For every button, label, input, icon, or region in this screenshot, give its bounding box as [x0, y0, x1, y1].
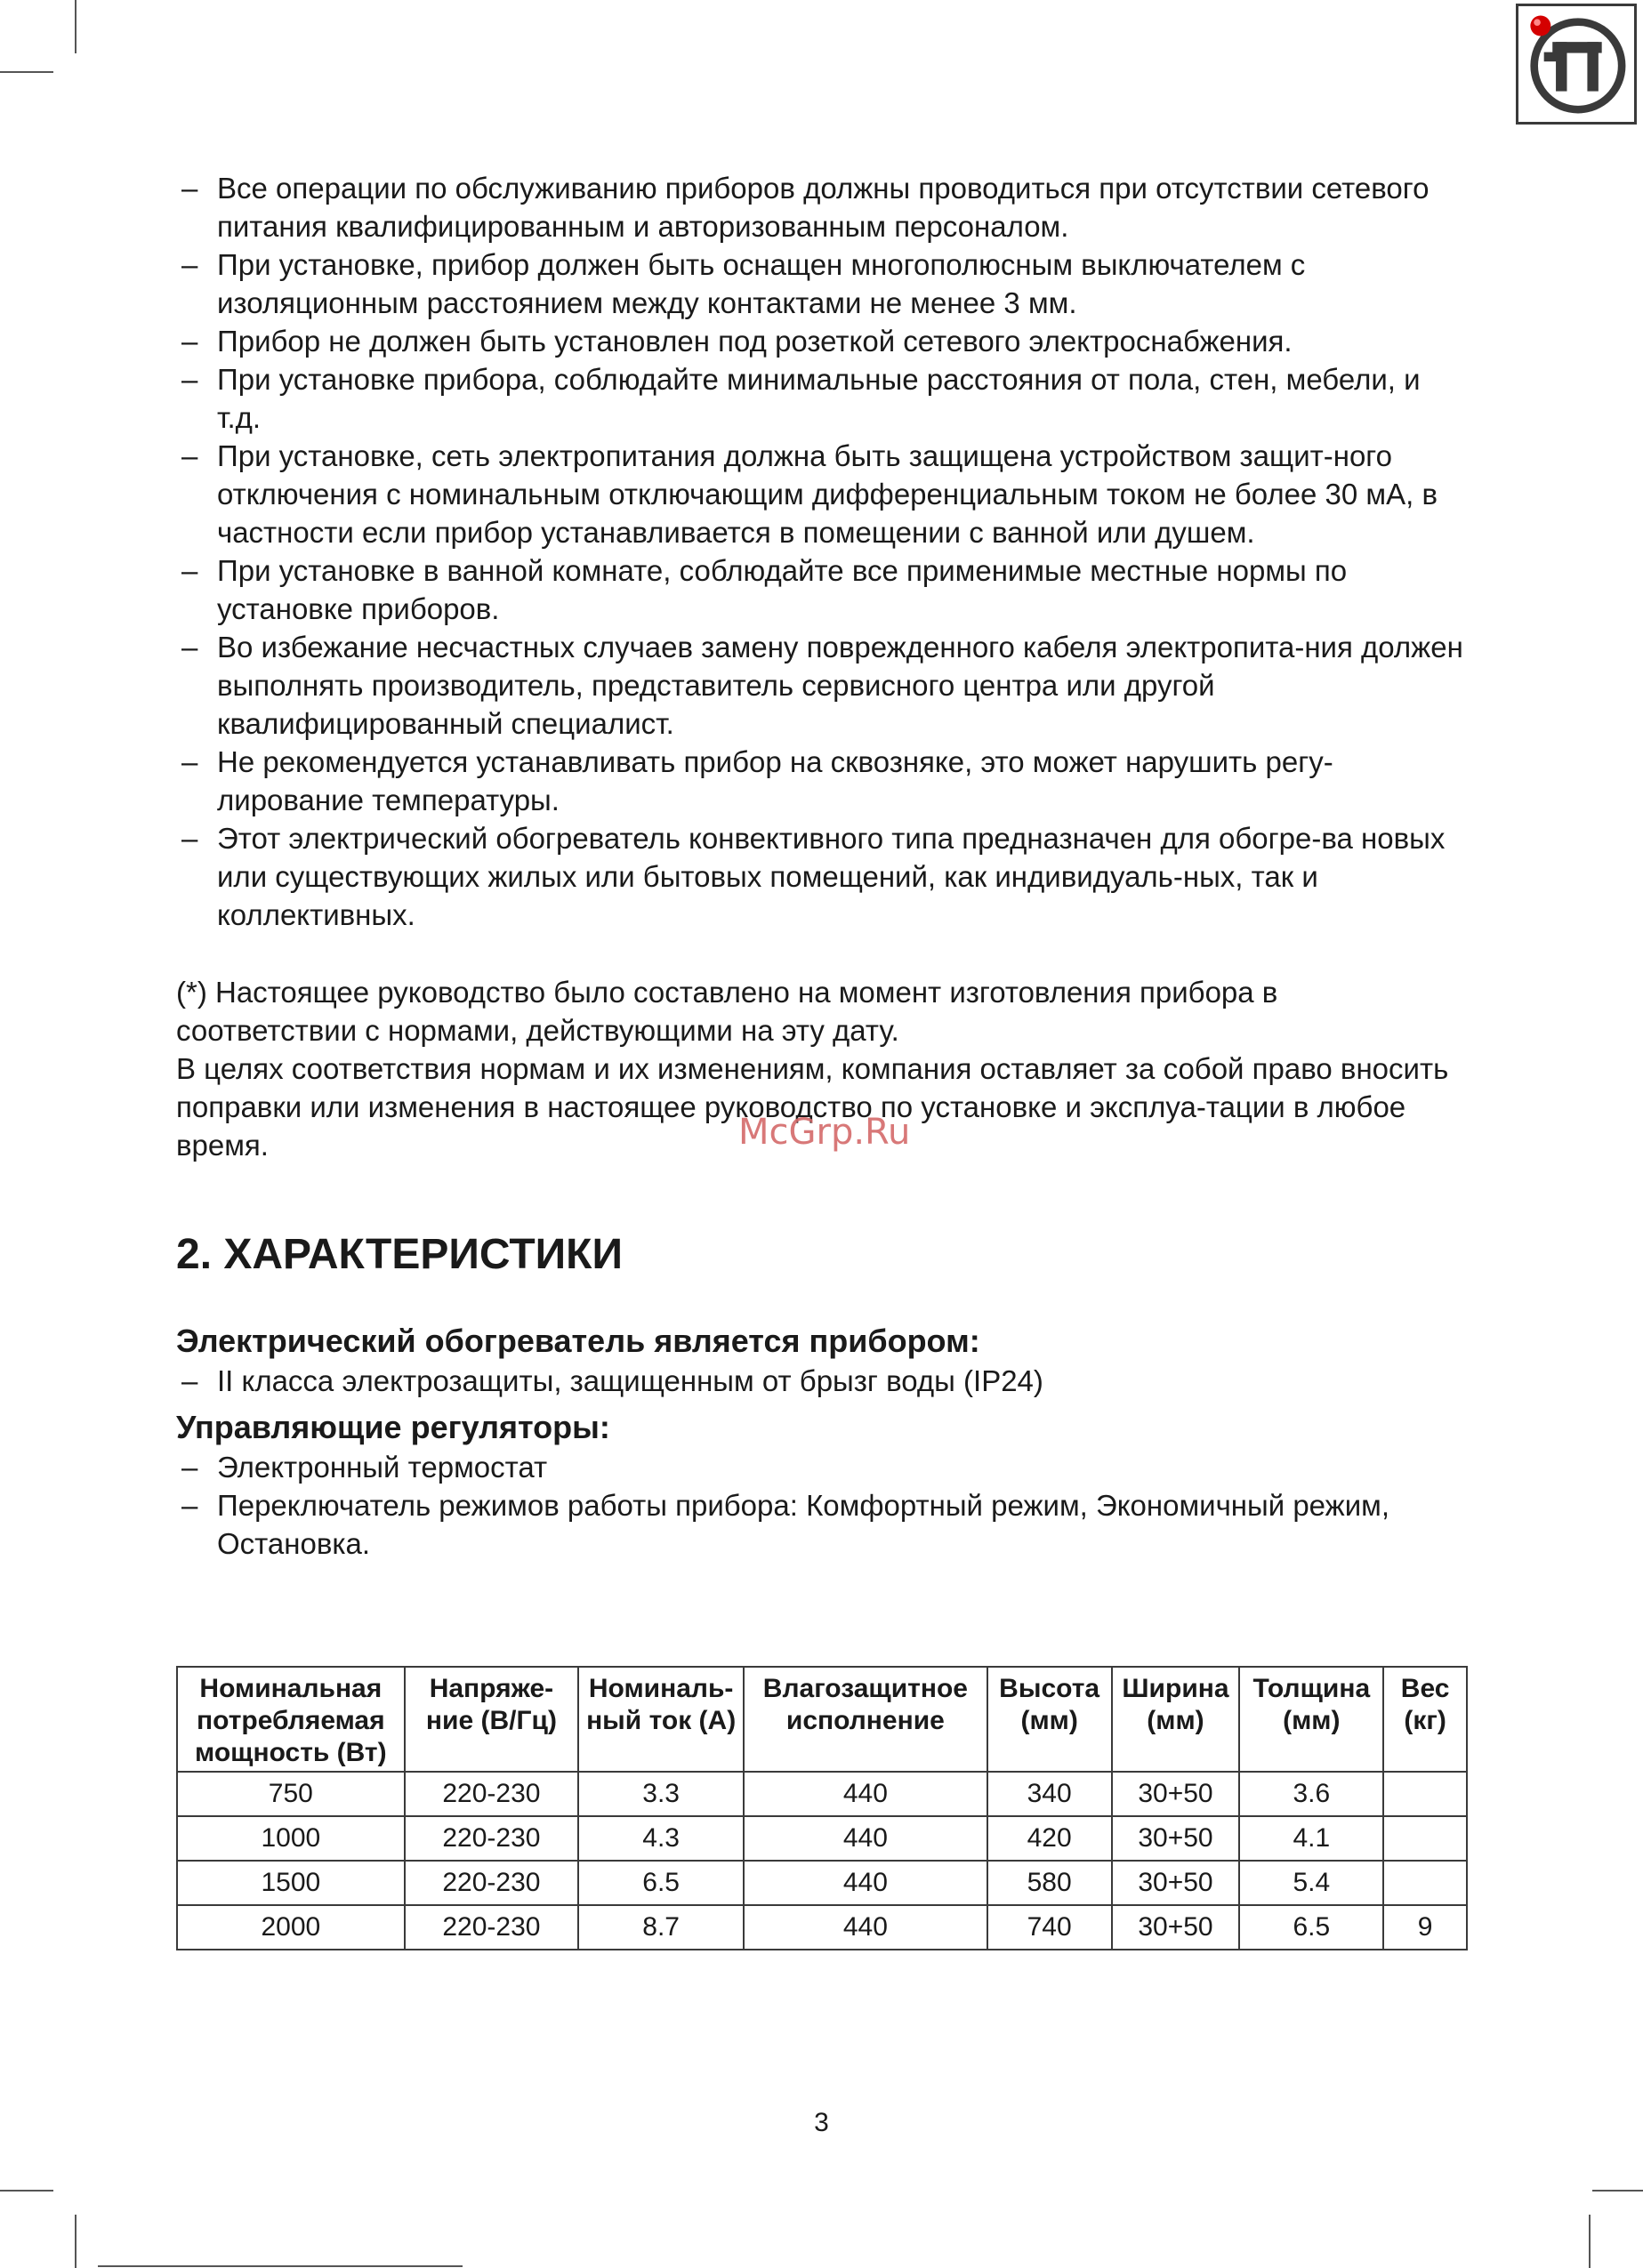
- table-cell: 30+50: [1112, 1905, 1240, 1950]
- table-cell: 1000: [177, 1816, 405, 1861]
- table-cell: 740: [987, 1905, 1112, 1950]
- table-cell: 220-230: [405, 1861, 579, 1905]
- table-cell: 340: [987, 1772, 1112, 1816]
- list-item: – II класса электрозащиты, защищенным от брызг воды (IP24): [176, 1362, 1466, 1400]
- table-cell: 220-230: [405, 1772, 579, 1816]
- table-cell: 30+50: [1112, 1861, 1240, 1905]
- table-cell: 220-230: [405, 1816, 579, 1861]
- table-cell: 580: [987, 1861, 1112, 1905]
- table-cell: 440: [744, 1861, 987, 1905]
- list-item: – Все операции по обслуживанию приборов должны проводиться при отсутствии сетевого питания квалифицированным и авторизованным персоналом.: [176, 169, 1466, 245]
- crop-mark: [75, 2215, 77, 2268]
- list-item: – Электронный термостат: [176, 1448, 1466, 1486]
- footnote-paragraph: (*) Настоящее руководство было составлено на момент изготовления прибора в соответствии с нормами, действующими на эту дату.: [176, 976, 1278, 1047]
- table-cell: 1500: [177, 1861, 405, 1905]
- table-cell: 420: [987, 1816, 1112, 1861]
- list-item: – При установке прибора, соблюдайте минимальные расстояния от пола, стен, мебели, и т.д.: [176, 360, 1466, 437]
- table-cell: 30+50: [1112, 1816, 1240, 1861]
- column-header: Влагозащитное исполнение: [744, 1667, 987, 1772]
- list-item: – При установке, прибор должен быть оснащен многополюсным выключателем с изоляционным расстоянием между контактами не менее 3 мм.: [176, 245, 1466, 322]
- list-item: – Этот электрический обогреватель конвективного типа предназначен для обогре-ва новых или существующих жилых или бытовых помещений, как индивидуаль-ных, так и коллективных.: [176, 819, 1466, 934]
- list-item: – Прибор не должен быть установлен под розеткой сетевого электроснабжения.: [176, 322, 1466, 360]
- list-item: – Переключатель режимов работы прибора: Комфортный режим, Экономичный режим, Остановка.: [176, 1486, 1466, 1563]
- table-cell: 6.5: [578, 1861, 744, 1905]
- table-cell: 440: [744, 1905, 987, 1950]
- table-cell: [1383, 1772, 1467, 1816]
- table-cell: 5.4: [1239, 1861, 1383, 1905]
- page-content: [176, 169, 1466, 1563]
- column-header: Высота (мм): [987, 1667, 1112, 1772]
- list-item: – При установке, сеть электропитания должна быть защищена устройством защит-ного отключения с номинальным отключающим дифференциальным током не более 30 мА, в частности если прибор устанавливается в помещении с ванной или душем.: [176, 437, 1466, 551]
- column-header: Номинальная потребляемая мощность (Вт): [177, 1667, 405, 1772]
- controls-list: [176, 1448, 1466, 1563]
- column-header: Напряже-ние (В/Гц): [405, 1667, 579, 1772]
- crop-mark: [98, 2265, 463, 2267]
- table-cell: 2000: [177, 1905, 405, 1950]
- list-item: – Во избежание несчастных случаев замену поврежденного кабеля электропита-ния должен выполнять производитель, представитель сервисного центра или другой квалифицированный специалист.: [176, 628, 1466, 743]
- crop-mark: [75, 0, 77, 53]
- column-header: Номиналь-ный ток (А): [578, 1667, 744, 1772]
- table-cell: [1383, 1861, 1467, 1905]
- table-row: [177, 1861, 1467, 1905]
- table-row: [177, 1816, 1467, 1861]
- specifications-table: [176, 1666, 1468, 1950]
- crop-mark: [0, 71, 53, 73]
- table-cell: 4.1: [1239, 1816, 1383, 1861]
- controls-heading: Управляющие регуляторы:: [176, 1409, 610, 1445]
- table-cell: 30+50: [1112, 1772, 1240, 1816]
- crop-mark: [1592, 2190, 1643, 2192]
- device-class-heading: Электрический обогреватель является прибором:: [176, 1323, 980, 1359]
- table-cell: [1383, 1816, 1467, 1861]
- table-cell: 3.3: [578, 1772, 744, 1816]
- brand-logo: [1516, 4, 1637, 125]
- table-row: [177, 1772, 1467, 1816]
- table-cell: 440: [744, 1772, 987, 1816]
- table-cell: 6.5: [1239, 1905, 1383, 1950]
- table-header-row: [177, 1667, 1467, 1772]
- table-cell: 440: [744, 1816, 987, 1861]
- table-cell: 9: [1383, 1905, 1467, 1950]
- device-class-list: [176, 1362, 1466, 1400]
- watermark: McGrp.Ru: [738, 1112, 911, 1153]
- crop-mark: [1589, 2215, 1591, 2268]
- column-header: Толщина (мм): [1239, 1667, 1383, 1772]
- crop-mark: [0, 2190, 53, 2192]
- safety-list: [176, 169, 1466, 934]
- table-cell: 4.3: [578, 1816, 744, 1861]
- column-header: Вес (кг): [1383, 1667, 1467, 1772]
- section-title: 2. ХАРАКТЕРИСТИКИ: [176, 1231, 623, 1278]
- footnote-paragraph: В целях соответствия нормам и их изменениям, компания оставляет за собой право вносить поправки или изменения в настоящее руководство по установке и эксплуа-тации в любое время.: [176, 1052, 1449, 1162]
- table-cell: 3.6: [1239, 1772, 1383, 1816]
- column-header: Ширина (мм): [1112, 1667, 1240, 1772]
- list-item: – При установке в ванной комнате, соблюдайте все применимые местные нормы по установке приборов.: [176, 551, 1466, 628]
- table-row: [177, 1905, 1467, 1950]
- page-number: 3: [814, 2108, 829, 2137]
- table-cell: 220-230: [405, 1905, 579, 1950]
- tp-logo-icon: [1518, 6, 1634, 122]
- table-cell: 8.7: [578, 1905, 744, 1950]
- table-cell: 750: [177, 1772, 405, 1816]
- list-item: – Не рекомендуется устанавливать прибор на сквозняке, это может нарушить регу-лирование температуры.: [176, 743, 1466, 819]
